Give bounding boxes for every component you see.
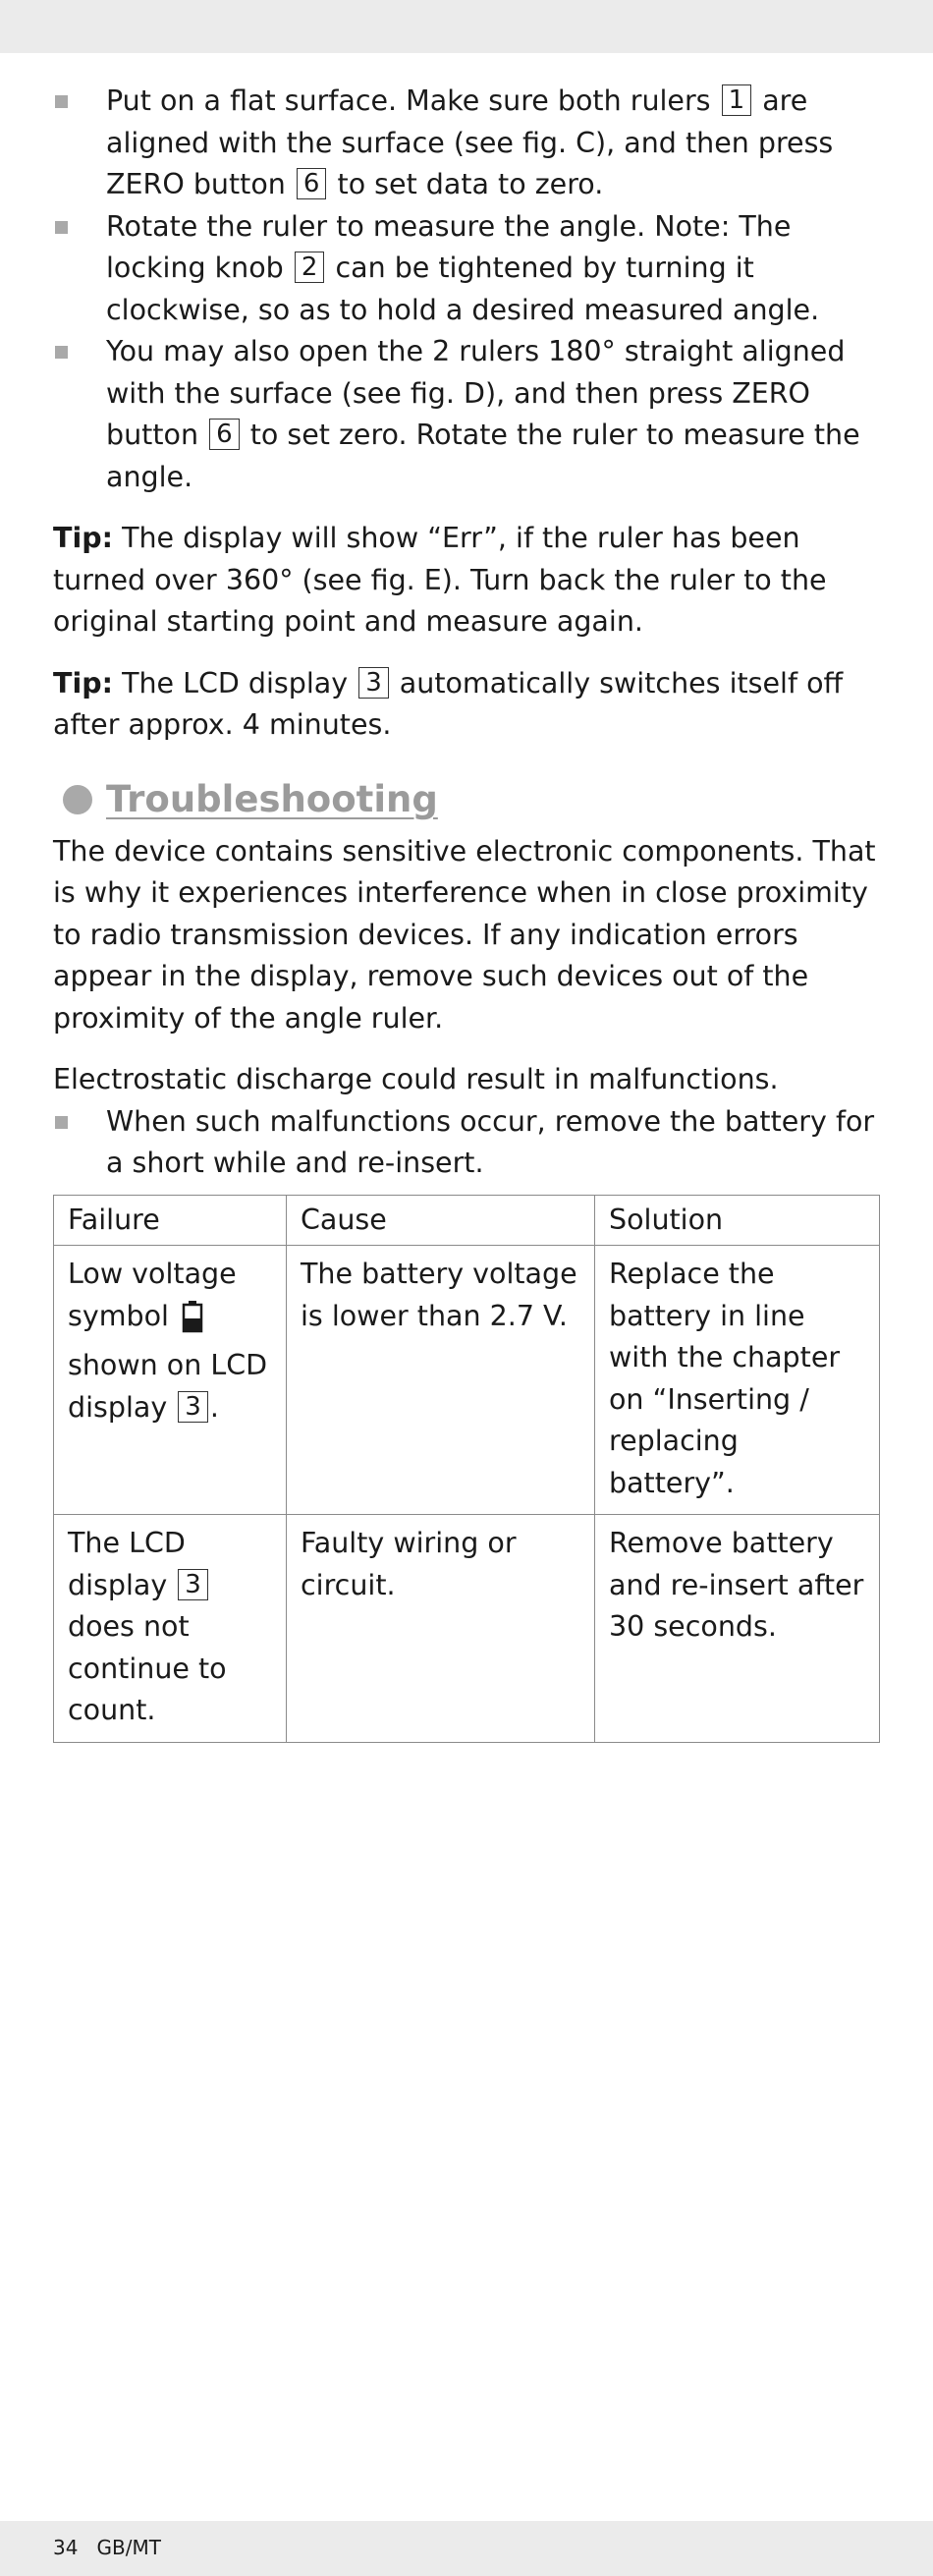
- text: to set zero. Rotate the ruler to measure the angle.: [106, 419, 860, 493]
- table-header-row: [54, 1195, 880, 1246]
- text: Low voltage symbol: [68, 1258, 237, 1332]
- troubleshooting-bullet: [53, 1101, 880, 1185]
- bullet-square-icon: [55, 1116, 68, 1129]
- tip-label: Tip:: [53, 666, 114, 700]
- bullet-square-icon: [55, 95, 68, 108]
- bullet-square-icon: [55, 221, 68, 234]
- tip-text: automatically switches itself off after approx. 4 minutes.: [53, 666, 844, 741]
- cause-cell: The battery voltage is lower than 2.7 V.: [287, 1246, 595, 1515]
- text: shown on LCD display: [68, 1349, 268, 1424]
- part-reference: 1: [722, 84, 752, 116]
- heading-dot-icon: [63, 785, 92, 814]
- tip-text: The display will show “Err”, if the ruler has been turned over 360° (see fig. E). Turn back the ruler to the original starting point and measure again.: [53, 522, 827, 638]
- instruction-item-1: [53, 81, 880, 206]
- text: are aligned with the surface (see fig. C), and then press ZERO button: [106, 84, 834, 200]
- text: You may also open the 2 rulers 180° straight aligned with the surface (see fig. D), and then press ZERO button: [106, 335, 846, 451]
- heading-title: Troubleshooting: [106, 777, 438, 820]
- instruction-item-3: [53, 331, 880, 498]
- text: When such malfunctions occur, remove the battery for a short while and re-insert.: [106, 1104, 875, 1179]
- part-reference: 6: [209, 419, 240, 450]
- section-heading: [53, 774, 880, 825]
- failure-cell: [54, 1515, 287, 1743]
- troubleshooting-table: [53, 1195, 880, 1743]
- text: .: [209, 1390, 219, 1424]
- solution-cell: Remove battery and re-insert after 30 seconds.: [595, 1515, 880, 1743]
- esd-note: Electrostatic discharge could result in malfunctions.: [53, 1063, 779, 1095]
- tip-label: Tip:: [53, 522, 114, 554]
- part-reference: 3: [178, 1391, 208, 1423]
- part-reference: 2: [295, 252, 325, 283]
- solution-cell: Replace the battery in line with the chapter on “Inserting / replacing battery”.: [595, 1246, 880, 1515]
- column-header: Cause: [287, 1195, 595, 1246]
- cause-cell: Faulty wiring or circuit.: [287, 1515, 595, 1743]
- text: The LCD display: [68, 1527, 186, 1601]
- table-row: [54, 1515, 880, 1743]
- tip-auto-off: [53, 663, 880, 747]
- instruction-item-2: [53, 206, 880, 332]
- part-reference: 6: [297, 168, 327, 199]
- bullet-square-icon: [55, 346, 68, 359]
- top-band: [0, 0, 933, 53]
- tip-text: The LCD display: [122, 666, 349, 700]
- failure-cell: [54, 1246, 287, 1515]
- troubleshooting-intro: The device contains sensitive electronic components. That is why it experiences interference when in close proximity to radio transmission devices. If any indication errors appear in the display, remove such devices out of the proximity of the angle ruler.: [53, 834, 876, 1035]
- tip-err: [53, 518, 880, 644]
- page-content: [53, 81, 880, 1743]
- part-reference: 3: [178, 1569, 208, 1600]
- text: Rotate the ruler to measure the angle. Note: The locking knob: [106, 209, 792, 284]
- locale-code: GB/MT: [96, 2536, 161, 2559]
- text: to set data to zero.: [337, 168, 604, 200]
- part-reference: 3: [358, 667, 389, 699]
- column-header: Failure: [54, 1195, 287, 1246]
- text: Put on a flat surface. Make sure both rulers: [106, 84, 711, 117]
- text: can be tightened by turning it clockwise, so as to hold a desired measured angle.: [106, 252, 820, 326]
- page-number: 34: [53, 2536, 79, 2559]
- page-footer: [53, 2530, 161, 2565]
- table-row: [54, 1246, 880, 1515]
- column-header: Solution: [595, 1195, 880, 1246]
- text: does not continue to count.: [68, 1610, 227, 1726]
- low-battery-icon: [182, 1300, 203, 1346]
